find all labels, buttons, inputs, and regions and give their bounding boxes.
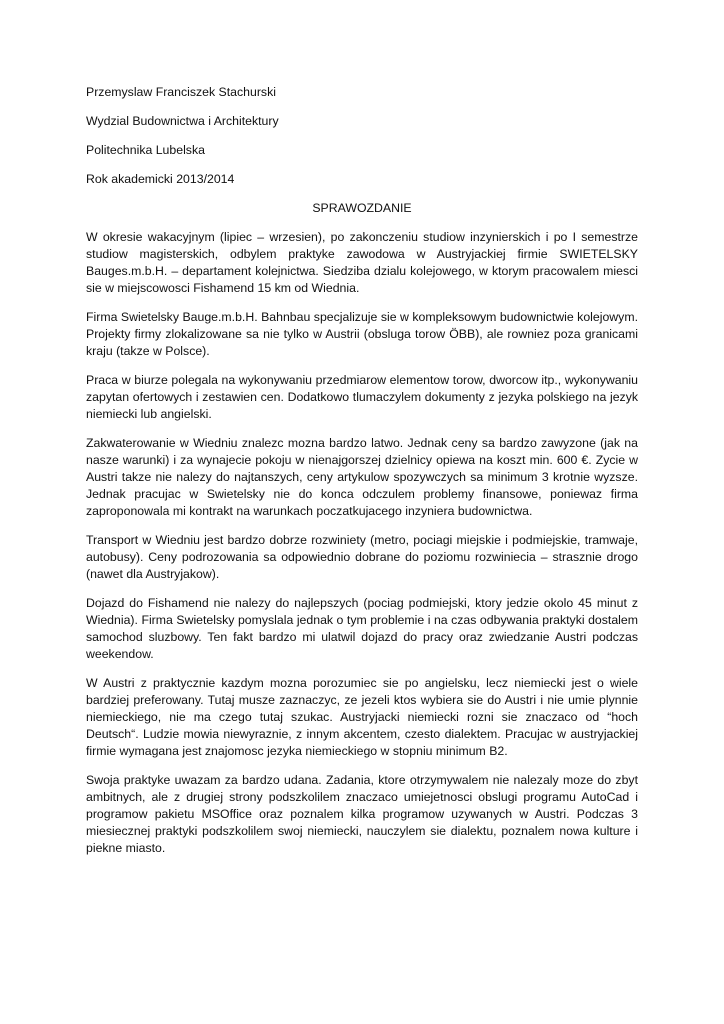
paragraph-internship-overview: W okresie wakacyjnym (lipiec – wrzesien), po zakonczeniu studiow inzynierskich i po I semestrze studiow magisterskich, odbylem praktyke zawodowa w Austryjackiej firmie SWIETELSKY Bauges.m.b.H. – departament kolejnictwa. Siedziba dzialu kolejowego, w ktorym pracowalem miesci sie w miejscowosci Fishamend 15 km od Wiednia. <box>86 230 638 295</box>
academic-year: Rok akademicki 2013/2014 <box>86 172 235 186</box>
paragraph-company-profile: Firma Swietelsky Bauge.m.b.H. Bahnbau specjalizuje sie w kompleksowym budownictwie kolejowym. Projekty firmy zlokalizowane sa nie tylko w Austrii (obsluga torow ÖBB), ale rowniez poza granicami kraju (takze w Polsce). <box>86 310 638 358</box>
paragraph-commute: Dojazd do Fishamend nie nalezy do najlepszych (pociag podmiejski, ktory jedzie okolo 45 minut z Wiednia). Firma Swietelsky pomyslala jednak o tym problemie i na czas odbywania praktyki dostalem samochod sluzbowy. Ten fakt bardzo mi ulatwil dojazd do pracy oraz zwiedzanie Austri podczas weekendow. <box>86 596 638 661</box>
paragraph-summary: Swoja praktyke uwazam za bardzo udana. Zadania, ktore otrzymywalem nie nalezaly moze do zbyt ambitnych, ale z drugiej strony podszkolilem znaczaco umiejetnosci obslugi programu AutoCad i programow pakietu MSOffice oraz poznalem kilka programow uzywanych w Austri. Podczas 3 miesiecznej praktyki podszkolilem swoj niemiecki, nauczylem sie dialektu, poznalem nowa kulture i piekne miasto. <box>86 773 638 855</box>
author-name: Przemyslaw Franciszek Stachurski <box>86 85 276 99</box>
paragraph-office-work: Praca w biurze polegala na wykonywaniu przedmiarow elementow torow, dworcow itp., wykonywaniu zapytan ofertowych i zestawien cen. Dodatkowo tlumaczylem dokumenty z jezyka polskiego na jezyk niemiecki lub angielski. <box>86 373 638 421</box>
university-name: Politechnika Lubelska <box>86 143 205 157</box>
paragraph-accommodation: Zakwaterowanie w Wiedniu znalezc mozna bardzo latwo. Jednak ceny sa bardzo zawyzone (jak na nasze warunki) i za wynajecie pokoju w nienajgorszej dzielnicy opiewa na koszt min. 600 €. Zycie w Austri takze nie nalezy do najtanszych, ceny artykulow spozywczych sa minimum 3 krotnie wyzsze. Jednak pracujac w Swietelsky nie do konca odczulem problemy finansowe, poniewaz firma zaproponowala mi kontrakt na warunkach poczatkujacego inzyniera budownictwa. <box>86 436 638 518</box>
faculty-name: Wydzial Budownictwa i Architektury <box>86 114 279 128</box>
document-page <box>86 84 638 869</box>
paragraph-transport: Transport w Wiedniu jest bardzo dobrze rozwiniety (metro, pociagi miejskie i podmiejskie, tramwaje, autobusy). Ceny podrozowania sa odpowiednio dobrane do poziomu rozwiniecia – strasznie drogo (nawet dla Austryjakow). <box>86 533 638 581</box>
paragraph-language: W Austri z praktycznie kazdym mozna porozumiec sie po angielsku, lecz niemiecki jest o wiele bardziej preferowany. Tutaj musze zaznaczyc, ze jezeli ktos wybiera sie do Austri i nie umie plynnie niemieckiego, nie ma czego tutaj szukac. Austryjacki niemiecki rozni sie znaczaco od “hoch Deutsch“. Ludzie mowia niewyraznie, z innym akcentem, czesto dialektem. Pracujac w austryjackiej firmie wymagana jest znajomosc jezyka niemieckiego w stopniu minimum B2. <box>86 676 638 758</box>
document-title: SPRAWOZDANIE <box>312 201 412 215</box>
